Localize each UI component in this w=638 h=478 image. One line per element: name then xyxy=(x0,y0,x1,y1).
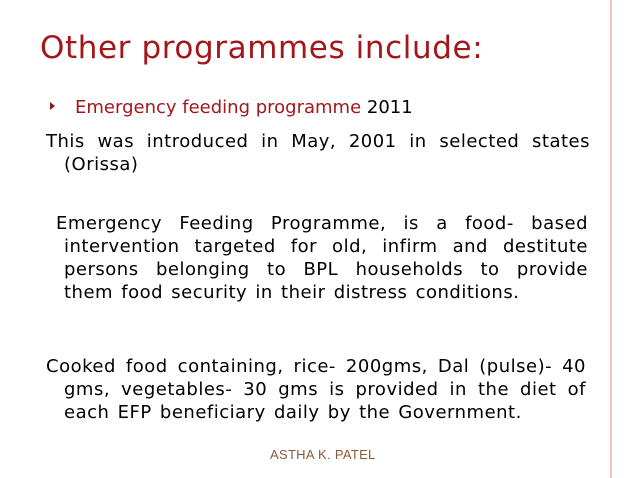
bullet-item xyxy=(50,97,413,118)
triangle-bullet-icon xyxy=(50,102,55,110)
footer-author: ASTHA K. PATEL xyxy=(270,447,376,462)
paragraph-introduction: This was introduced in May, 2001 in selected states (Orissa) xyxy=(46,131,590,175)
slide-title: Other programmes include: xyxy=(40,30,484,66)
bullet-year: 2011 xyxy=(366,97,413,118)
paragraph-definition: Emergency Feeding Programme, is a food- based intervention targeted for old, infirm and destitute persons belonging to BPL households to provide them food security in their distress conditions. xyxy=(56,213,588,303)
bullet-heading: Emergency feeding programme xyxy=(75,97,362,118)
right-border-line xyxy=(610,0,612,478)
paragraph-food-provision: Cooked food containing, rice- 200gms, Dal (pulse)- 40 gms, vegetables- 30 gms is provided in the diet of each EFP beneficiary daily by the Government. xyxy=(46,356,586,423)
